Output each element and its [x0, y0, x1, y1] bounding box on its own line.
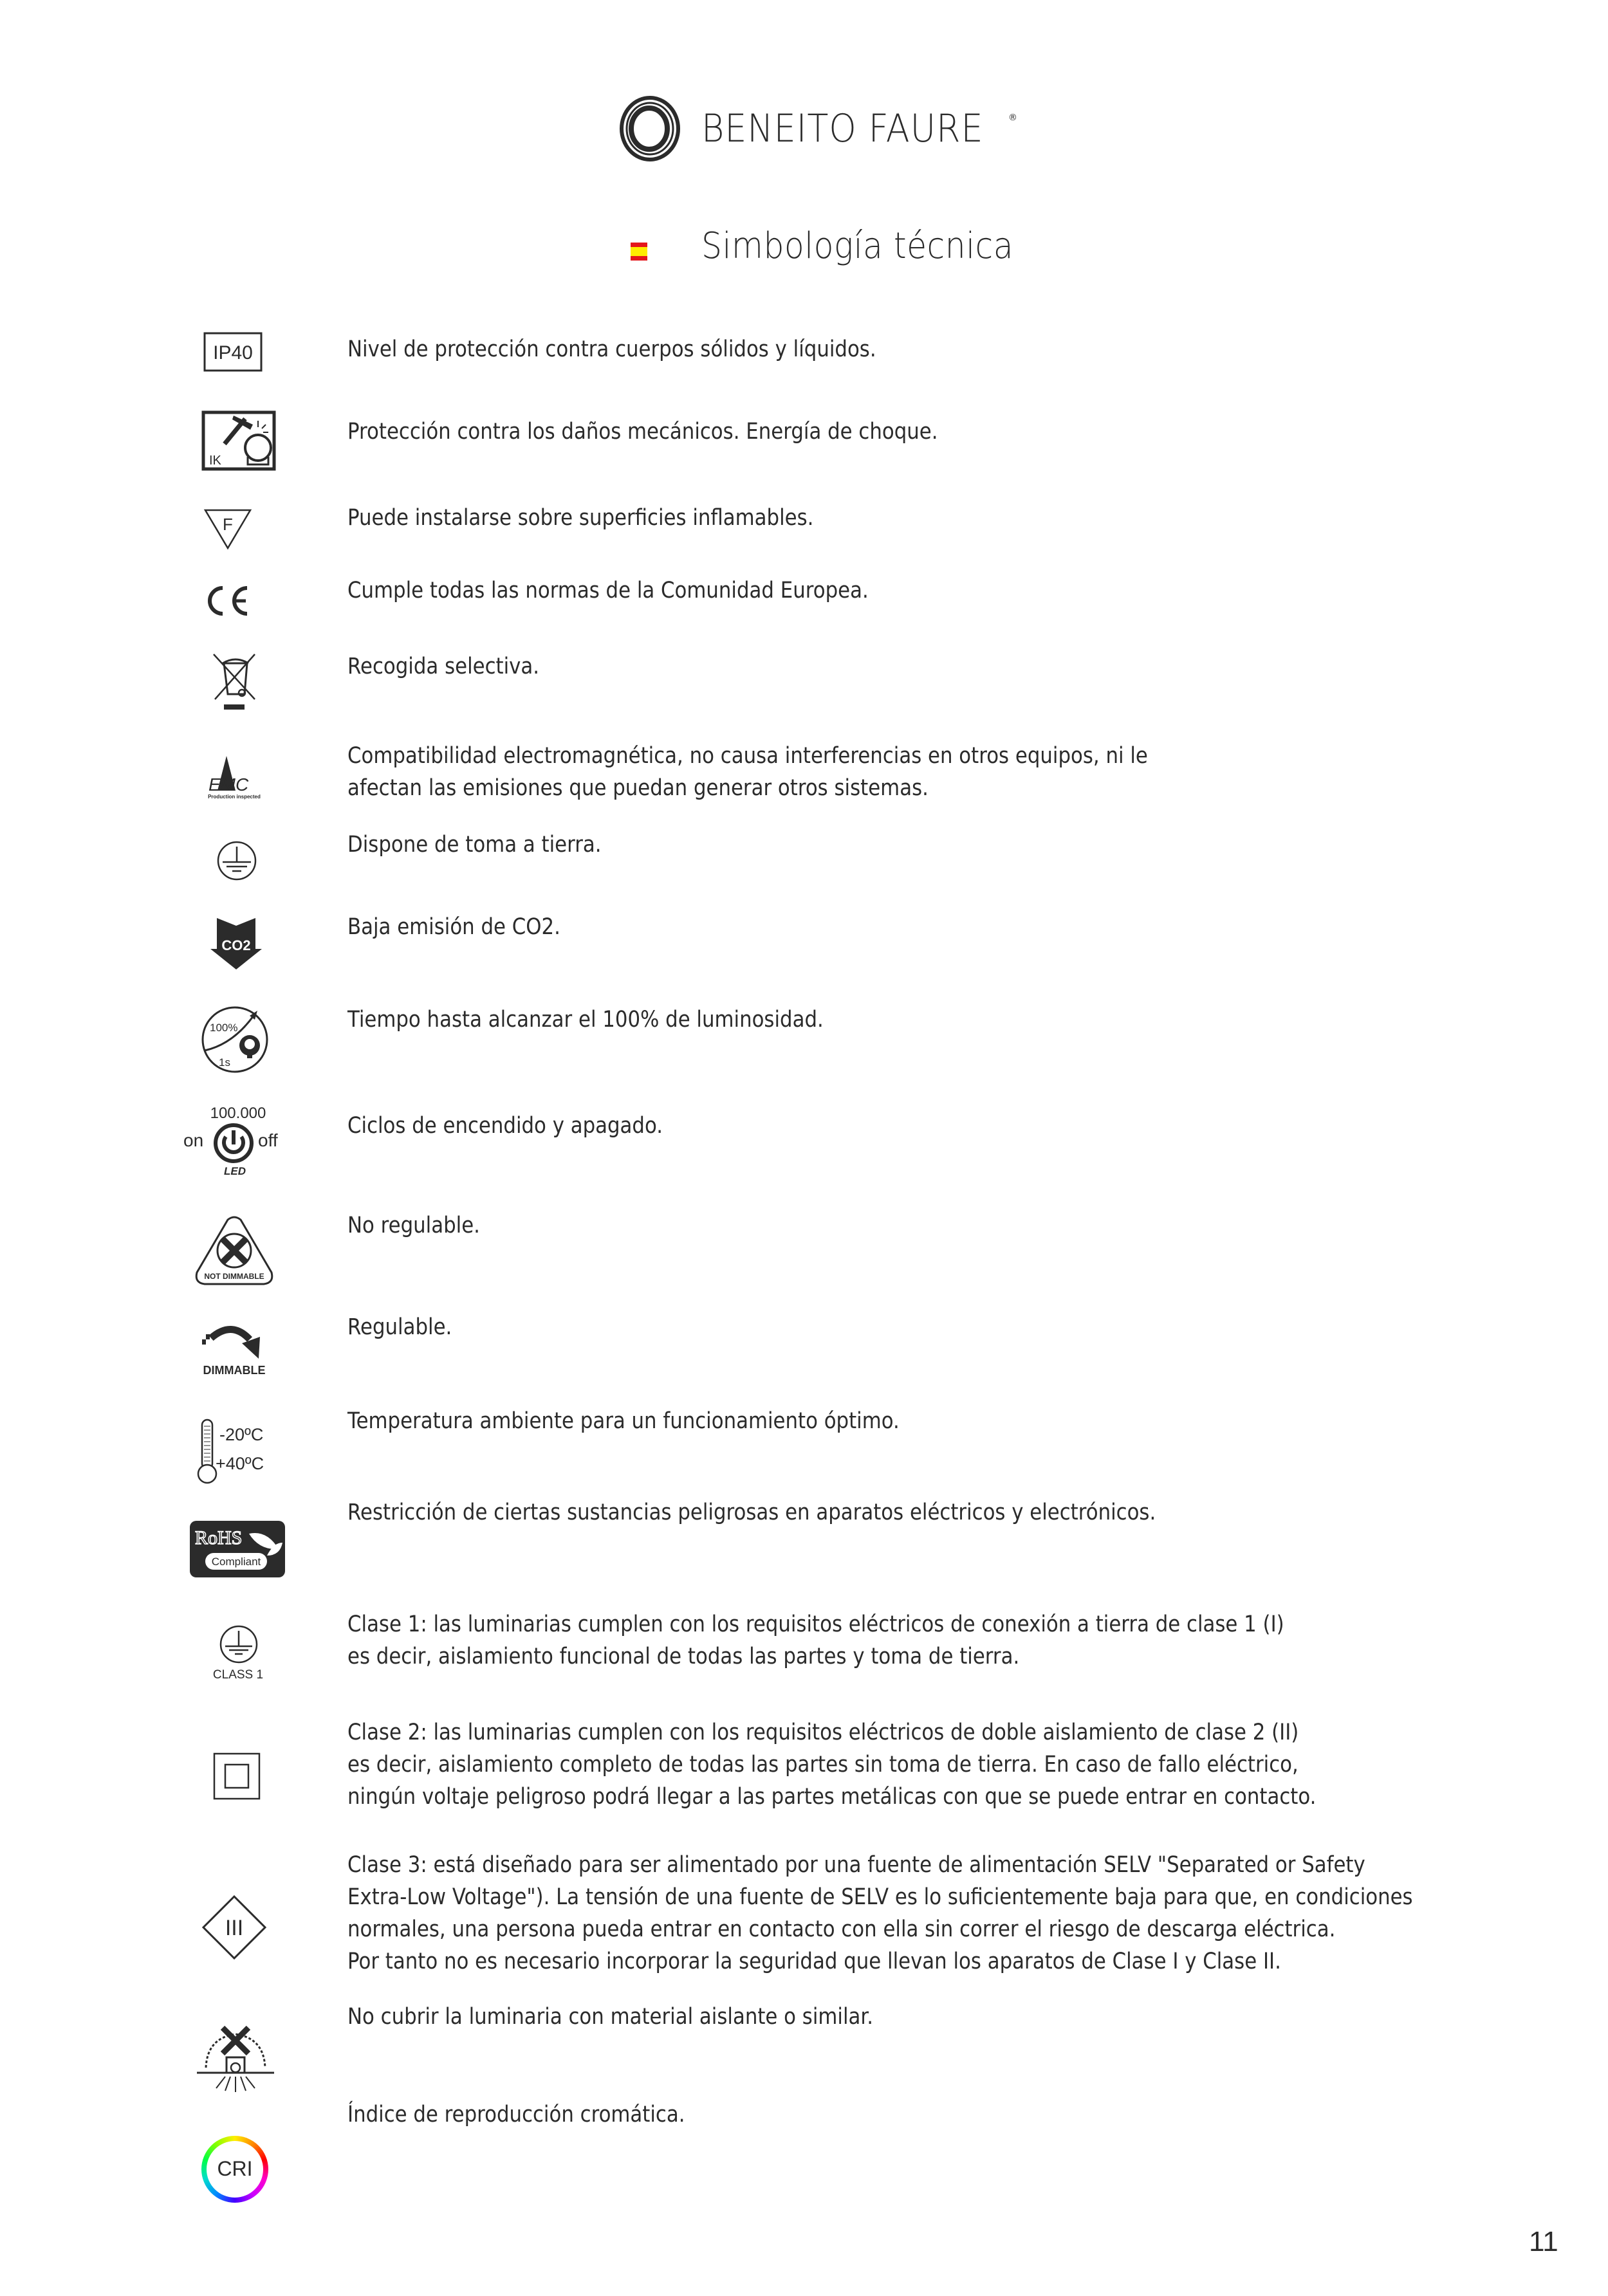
class1-earth-icon: CLASS 1: [206, 1624, 270, 1684]
power-cycles-icon: 100.000 on off LED: [183, 1105, 278, 1177]
symbol-description: Índice de reproducción cromática.: [347, 2102, 685, 2127]
class2-double-square-icon: [213, 1752, 261, 1800]
co2-arrow-icon: [209, 917, 263, 971]
brand-name: BENEITO FAURE: [701, 106, 984, 151]
power-button-icon: [213, 1123, 254, 1164]
svg-text:IK: IK: [209, 454, 221, 468]
earth-ground-icon: [216, 840, 257, 881]
dimmable-icon: [193, 1320, 277, 1377]
crossed-bin-icon: [210, 653, 259, 711]
svg-text:NOT DIMMABLE: NOT DIMMABLE: [204, 1272, 264, 1281]
flammable-surface-icon: [203, 508, 252, 551]
symbol-description: Temperatura ambiente para un funcionamiento óptimo.: [347, 1408, 900, 1434]
page-title: Simbología técnica: [701, 225, 1014, 267]
cri-icon: CRI: [201, 2136, 268, 2203]
symbol-description: Ciclos de encendido y apagado.: [347, 1113, 663, 1139]
symbol-description: Protección contra los daños mecánicos. Energía de choque.: [347, 419, 938, 445]
not-dimmable-icon: [193, 1216, 275, 1287]
svg-text:IP40: IP40: [213, 342, 253, 363]
class3-diamond-icon: [202, 1895, 266, 1960]
symbol-description: Nivel de protección contra cuerpos sólidos y líquidos.: [347, 336, 876, 362]
emc-icon: [207, 755, 261, 801]
svg-text:EMC: EMC: [208, 775, 249, 794]
symbol-description: Clase 3: está diseñado para ser alimentado por una fuente de alimentación SELV "Separated or Safety Extra-Low Voltage"). La tensión de una fuente de SELV es lo suficientemente baja para que, en condiciones normales, una persona pueda entrar en contacto con ella sin correr el riesgo de descarga eléctrica. Por tanto no es necesario incorporar la seguridad que llevan los aparatos de Clase I y Clase II.: [347, 1852, 1413, 1974]
do-not-cover-icon: [197, 2025, 274, 2096]
spain-flag-icon: [631, 243, 647, 261]
svg-text:DIMMABLE: DIMMABLE: [203, 1364, 266, 1377]
symbol-description: Restricción de ciertas sustancias peligrosas en aparatos eléctricos y electrónicos.: [347, 1500, 1156, 1525]
symbol-description: Cumple todas las normas de la Comunidad Europea.: [347, 578, 869, 603]
thermometer-icon: -20ºC +40ºC: [196, 1419, 280, 1485]
symbol-description: Clase 2: las luminarias cumplen con los requisitos eléctricos de doble aislamiento de clase 2 (II) es decir, aislamiento completo de todas las partes sin toma de tierra. En caso de fallo eléctrico, ningún voltaje peligroso podrá llegar a las partes metálicas con que se puede entrar en contacto.: [347, 1720, 1317, 1810]
svg-text:CO2: CO2: [221, 937, 251, 953]
symbol-description: No regulable.: [347, 1213, 480, 1238]
ce-mark-icon: [206, 585, 250, 616]
symbol-description: No cubrir la luminaria con material aislante o similar.: [347, 2004, 874, 2030]
symbol-description: Dispone de toma a tierra.: [347, 832, 602, 858]
svg-text:Production inspected: Production inspected: [208, 794, 261, 800]
svg-text:1s: 1s: [219, 1056, 230, 1069]
symbol-description: Puede instalarse sobre superficies inflamables.: [347, 505, 814, 531]
ip-rating-icon: [203, 332, 263, 372]
brand-logo: [618, 90, 1015, 167]
symbol-description: Compatibilidad electromagnética, no causa interferencias en otros equipos, ni le afectan las emisiones que puedan generar otros sistemas.: [347, 743, 1148, 801]
symbol-description: Clase 1: las luminarias cumplen con los requisitos eléctricos de conexión a tierra de clase 1 (I) es decir, aislamiento funcional de todas las partes y toma de tierra.: [347, 1612, 1284, 1669]
warmup-time-icon: [201, 1006, 269, 1074]
page-number: 11: [1529, 2226, 1558, 2257]
svg-text:RoHS: RoHS: [195, 1527, 243, 1548]
svg-text:III: III: [225, 1916, 244, 1940]
rohs-icon: [190, 1521, 285, 1577]
svg-text:100%: 100%: [210, 1022, 238, 1034]
svg-text:F: F: [223, 515, 233, 534]
symbol-description: Regulable.: [347, 1314, 452, 1340]
symbol-description: Recogida selectiva.: [347, 654, 540, 679]
registered-mark: ®: [1008, 113, 1017, 123]
svg-text:Compliant: Compliant: [211, 1556, 261, 1568]
impact-protection-icon: [201, 410, 276, 471]
symbol-description: Baja emisión de CO2.: [347, 914, 560, 940]
brand-rings-icon: [618, 95, 682, 162]
symbol-description: Tiempo hasta alcanzar el 100% de luminosidad.: [347, 1007, 824, 1033]
